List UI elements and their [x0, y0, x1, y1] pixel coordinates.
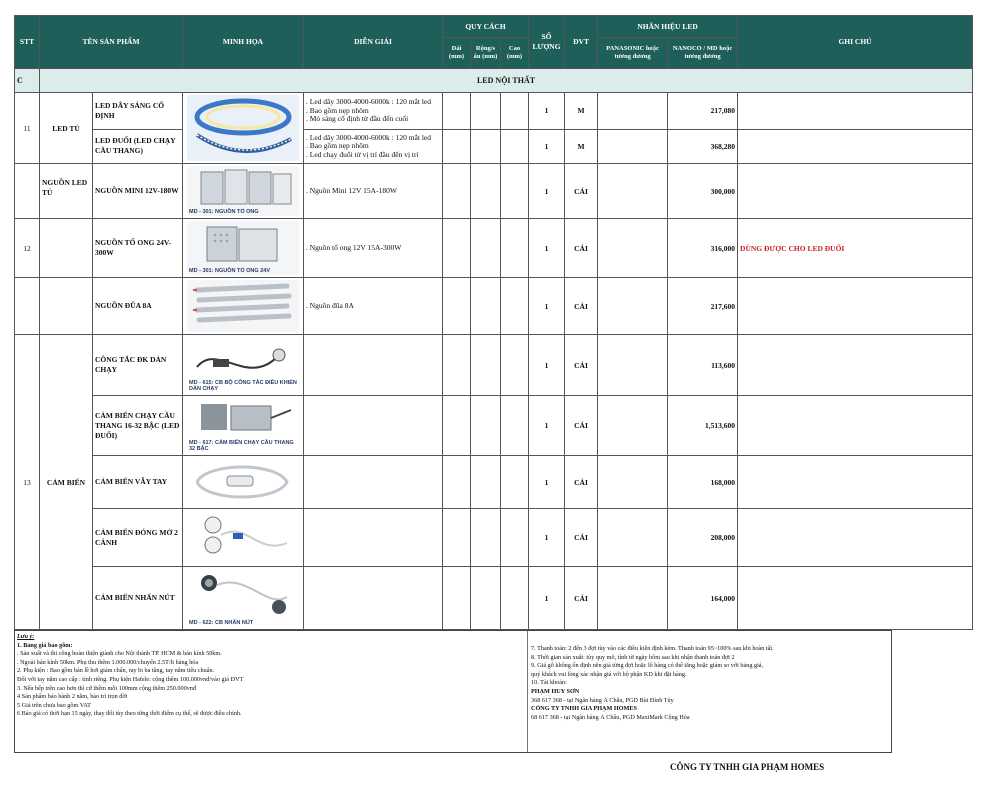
image-caption: MD - 622: CB NHẤN NÚT — [189, 620, 254, 626]
header-panasonic: PANASONIC hoặc tương đương — [598, 38, 668, 69]
product-name: NGUỒN MINI 12V-180W — [93, 164, 183, 219]
note-line: 3. Nếu bếp trên cao hơn thì cứ thêm mỗi 100mm cộng thêm 250.000vnđ — [17, 684, 196, 692]
product-description: . Led dây 3000-4000-6000k : 120 mắt led . Bao gồm nẹp nhôm . Led chạy đuổi từ vị trí đầu đến vị trí — [304, 129, 443, 164]
header-height: Cao (mm) — [501, 38, 529, 69]
table-row — [15, 129, 973, 164]
product-image-cell — [183, 219, 304, 278]
section-row — [15, 69, 973, 93]
note — [738, 335, 973, 396]
group-stt: 11 — [15, 93, 40, 164]
notes-right — [531, 645, 887, 722]
account-number: 68 617 368 - tại Ngân hàng Á Châu, PGD MaxiMark Cộng Hòa — [531, 713, 690, 721]
unit: CÁI — [565, 335, 598, 396]
unit: CÁI — [565, 164, 598, 219]
door-sensor-image — [187, 511, 299, 564]
quantity: 1 — [529, 396, 565, 456]
note — [738, 396, 973, 456]
note — [738, 164, 973, 219]
header-description: DIỄN GIẢI — [304, 16, 443, 69]
price: 368,280 — [668, 129, 738, 164]
header-width: Rộng/s âu (mm) — [471, 38, 501, 69]
note-line: 8. Thời gian sản xuất: tùy quy mô, tính từ ngày hôm sau khi nhận thanh toán đợt 2 — [531, 653, 735, 661]
quantity: 1 — [529, 567, 565, 630]
group-stt: 13 — [15, 335, 40, 630]
hand-wave-sensor-image — [187, 458, 299, 506]
table-row — [15, 219, 973, 278]
note-line: 5 Giá trên chưa bao gồm VAT — [17, 701, 91, 709]
quantity: 1 — [529, 456, 565, 509]
product-image-cell — [183, 567, 304, 630]
table-row — [15, 567, 973, 630]
price: 113,600 — [668, 335, 738, 396]
product-name: NGUỒN ĐŨA 8A — [93, 278, 183, 335]
footer-company: CÔNG TY TNHH GIA PHẠM HOMES — [670, 762, 825, 772]
note-line: 6 Báo giá có thời hạn 15 ngày, thay đổi tùy theo từng thời điểm cụ thể, sẽ được điều chỉnh. — [17, 710, 242, 718]
product-name: LED DÂY SÁNG CỐ ĐỊNH — [93, 93, 183, 130]
product-description: . Nguồn Mini 12V 15A-180W — [304, 164, 443, 219]
header-stt: STT — [15, 16, 40, 69]
header-quantity: SỐ LƯỢNG — [529, 16, 565, 69]
image-caption: MD - 301: NGUỒN TỔ ONG — [189, 209, 259, 215]
unit: CÁI — [565, 456, 598, 509]
price: 164,000 — [668, 567, 738, 630]
group-name: CẢM BIẾN — [40, 335, 93, 630]
stick-power-supply-image — [187, 280, 299, 332]
note-line: . Ngoài bán kính 50km. Phụ thu thêm 1.000.000/chuyến 2.5T/lt hàng hóa — [17, 658, 199, 666]
mini-power-supply-image — [187, 166, 299, 216]
note — [738, 456, 973, 509]
table-row — [15, 396, 973, 456]
unit: CÁI — [565, 567, 598, 630]
product-description: . Led dây 3000-4000-6000k : 120 mắt led . Bao gồm nẹp nhôm . Mỏ sáng cố định từ đầu đến cuối — [304, 93, 443, 130]
honeycomb-power-supply-image — [187, 221, 299, 275]
section-title: LED NỘI THẤT — [40, 69, 973, 93]
section-code: C — [15, 69, 40, 93]
price: 168,000 — [668, 456, 738, 509]
note: DÙNG ĐƯỢC CHO LED ĐUỔI — [738, 219, 973, 278]
price: 316,000 — [668, 219, 738, 278]
company-name: CÔNG TY TNHH GIA PHẠM HOMES — [531, 705, 637, 713]
note-line: Đối với tay nắm cao cấp : tính riêng. Phụ kiện Hafele: cộng thêm 100.000vnđ/vào giá ĐVT — [17, 675, 244, 683]
table-row — [15, 335, 973, 396]
note — [738, 278, 973, 335]
price: 300,000 — [668, 164, 738, 219]
product-name: CÔNG TẮC ĐK DẢN CHẠY — [93, 335, 183, 396]
note-line: 2. Phụ kiện : Bao gồm bản lề hơi giảm chấn, ray bi ba tầng, tay nắm tiêu chuẩn. — [17, 667, 215, 675]
header-brand: NHÃN HIỆU LED — [598, 16, 738, 38]
header-nanoco: NANOCO / MD hoặc tương đương — [668, 38, 738, 69]
note — [738, 129, 973, 164]
product-name: NGUỒN TỔ ONG 24V-300W — [93, 219, 183, 278]
unit: CÁI — [565, 509, 598, 567]
note-line: quý khách vui lòng xác nhận giá với bộ phận KD khi đặt hàng. — [531, 670, 687, 678]
product-image-cell — [183, 396, 304, 456]
product-description — [304, 509, 443, 567]
quantity: 1 — [529, 509, 565, 567]
table-row — [15, 278, 973, 335]
table-row — [15, 164, 973, 219]
header-dimensions: QUY CÁCH — [443, 16, 529, 38]
led-strip-image — [187, 95, 299, 161]
group-stt-blank — [15, 164, 40, 219]
product-image-cell — [183, 93, 304, 164]
notes-heading: Lưu ý: — [17, 633, 35, 640]
note-line: 9. Giá gỗ không ổn định nên giá từng đợt hoặc lô hàng có thể tăng hoặc giảm so với bảng giá, — [531, 662, 764, 670]
product-image-cell — [183, 509, 304, 567]
product-image-cell — [183, 164, 304, 219]
note — [738, 509, 973, 567]
product-description: . Nguồn đũa 8A — [304, 278, 443, 335]
product-description — [304, 456, 443, 509]
unit: CÁI — [565, 219, 598, 278]
quantity: 1 — [529, 335, 565, 396]
header-note: GHI CHÚ — [738, 16, 973, 69]
unit: CÁI — [565, 396, 598, 456]
unit: M — [565, 129, 598, 164]
product-description — [304, 335, 443, 396]
product-image-cell — [183, 278, 304, 335]
table-row — [15, 93, 973, 130]
account-number: 368 617 368 - tại Ngân hàng Á Châu, PGD Bùi Đình Túy — [531, 696, 674, 704]
price: 208,000 — [668, 509, 738, 567]
quantity: 1 — [529, 164, 565, 219]
note — [738, 567, 973, 630]
price: 1,513,600 — [668, 396, 738, 456]
dimmer-switch-image — [187, 337, 299, 393]
quantity: 1 — [529, 93, 565, 130]
product-name: CẢM BIẾN NHẤN NÚT — [93, 567, 183, 630]
notes-box — [14, 630, 892, 753]
product-image-cell — [183, 456, 304, 509]
product-description — [304, 396, 443, 456]
product-name: CẢM BIẾN ĐÓNG MỞ 2 CÁNH — [93, 509, 183, 567]
product-image-cell — [183, 335, 304, 396]
note — [738, 93, 973, 130]
unit: M — [565, 93, 598, 130]
note-line: 7. Thanh toán: 2 đến 3 đợt tùy vào các điều kiện định kèm. Thanh toán 95~100% sau khi hoàn tất. — [531, 645, 774, 652]
header-illustration: MINH HỌA — [183, 16, 304, 69]
product-name: CẢM BIẾN CHẠY CẦU THANG 16-32 BẬC (LED ĐUỔI) — [93, 396, 183, 456]
quantity: 1 — [529, 219, 565, 278]
product-name: LED ĐUỔI (LED CHẠY CẦU THANG) — [93, 129, 183, 164]
note-line: 10. Tài khoản: — [531, 679, 567, 687]
quantity: 1 — [529, 129, 565, 164]
product-name: CẢM BIẾN VẪY TAY — [93, 456, 183, 509]
group-name: NGUỒN LED TỦ — [40, 164, 93, 219]
product-description — [304, 567, 443, 630]
header-product-name: TÊN SẢN PHẨM — [40, 16, 183, 69]
image-caption: MD - 617: CẢM BIẾN CHẠY CẦU THANG 32 BẬC — [189, 440, 294, 452]
group-name: LED TỦ — [40, 93, 93, 164]
notes-divider — [527, 631, 528, 752]
group-stt: 12 — [15, 219, 40, 278]
note-line: 1. Bảng giá bao gồm: — [17, 641, 73, 649]
price: 217,600 — [668, 278, 738, 335]
unit: CÁI — [565, 278, 598, 335]
quotation-table — [14, 15, 973, 630]
header-unit: ĐVT — [565, 16, 598, 69]
header-length: Dài (mm) — [443, 38, 471, 69]
push-button-sensor-image — [187, 569, 299, 627]
price: 217,080 — [668, 93, 738, 130]
image-caption: MD - 301: NGUỒN TỔ ONG 24V — [189, 268, 270, 274]
notes-left — [17, 633, 527, 719]
quantity: 1 — [529, 278, 565, 335]
table-row — [15, 509, 973, 567]
account-name: PHẠM HUY SƠN — [531, 687, 580, 695]
note-line: 4 Sản phẩm bảo hành 2 năm, bảo trì trọn đời — [17, 693, 128, 701]
product-description: . Nguồn tổ ong 12V 15A-300W — [304, 219, 443, 278]
note-line: . Sản xuất và thi công hoàn thiện giành cho Nội thành TP. HCM & bán kính 50km. — [17, 650, 222, 658]
stair-sensor-image — [187, 398, 299, 453]
table-row — [15, 456, 973, 509]
image-caption: MD - 615: CB BỘ CÔNG TẮC ĐIỀU KHIỂN DẢN CHẠY — [189, 380, 297, 392]
